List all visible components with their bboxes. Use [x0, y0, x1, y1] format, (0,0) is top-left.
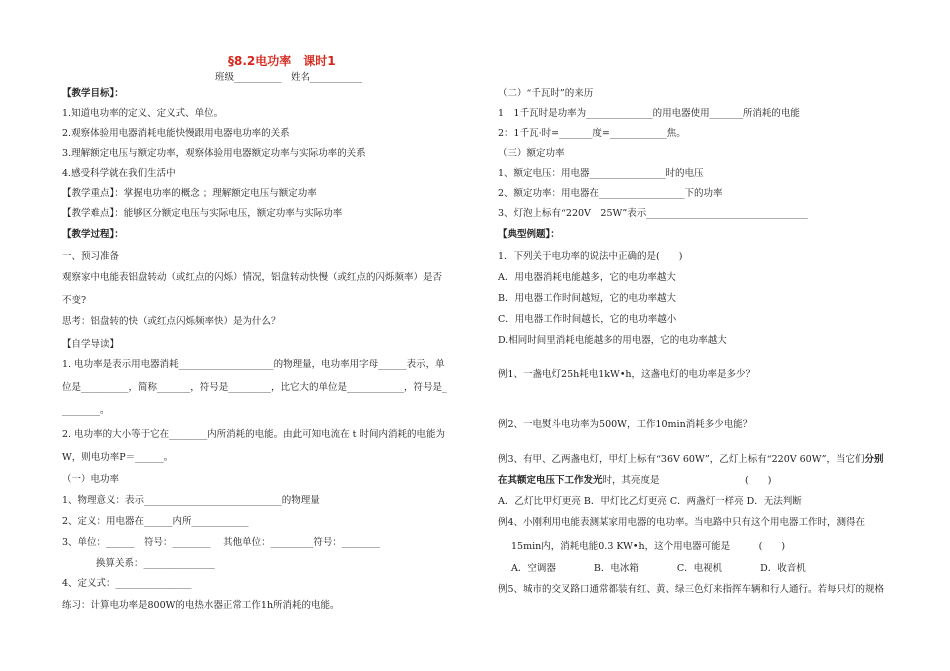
- example-1: 例1、一盏电灯25h耗电1kW•h，这盏电灯的电功率是多少？: [498, 369, 756, 380]
- example-3b: [498, 476, 771, 487]
- mc-question: 1．下列关于电功率的说法中正确的是( ): [498, 251, 683, 262]
- process-heading: 【教学过程】：: [62, 229, 124, 240]
- practice-line: 练习：计算电功率是800W的电热水器正常工作1h所消耗的电能。: [62, 600, 340, 611]
- conversion-line: 换算关系：_______________: [96, 558, 215, 569]
- option-a: A．用电器消耗电能越多，它的电功率越大: [498, 272, 676, 283]
- example-4a: 例4、小刚利用电能表测某家用电器的电功率。当电路中只有这个用电器工作时，测得在: [498, 517, 866, 528]
- rated-power: 2、额定功率：用电器在__________________下的功率: [498, 188, 723, 199]
- key-point: 【教学重点】：掌握电功率的概念 ；理解额定电压与额定功率: [62, 188, 317, 199]
- difficulty: 【教学难点】：能够区分额定电压与实际电压，额定功率与实际功率: [62, 208, 343, 219]
- prep-heading: 一、预习准备: [62, 251, 120, 262]
- observe-line-1: 观察家中电能表铝盘转动（或红点的闪烁）情况，铝盘转动快慢（或红点的闪烁频率）是否: [62, 272, 443, 283]
- kwh-line-1: 1 1千瓦时是功率为______________的用电器使用_______所消耗的电能: [498, 108, 800, 119]
- kwh-line-2: 2：1千瓦·时=_______度=____________焦。: [498, 128, 686, 139]
- rated-voltage: 1、额定电压：用电器________________时的电压: [498, 168, 704, 179]
- question-2b: W，则电功率P＝______。: [62, 452, 174, 463]
- example-3b-bold: 在其额定电压下工作发光: [498, 475, 603, 486]
- question-1b: 位是__________，简称_______，符号是_________，比它大的单位是____________，符号是_: [62, 382, 447, 393]
- example-4b: 15min内，消耗电能0.3 KW•h，这个用电器可能是 ( ): [511, 541, 786, 552]
- physical-meaning: 1、物理意义：表示_____________________________的物理量: [62, 495, 320, 506]
- examples-heading: 【典型例题】：: [498, 229, 560, 240]
- example-3a: [498, 455, 884, 466]
- objective-1: 1.知道电功率的定义、定义式、单位。: [62, 108, 224, 119]
- question-1c: ________。: [62, 405, 110, 416]
- think-line: 思考：铝盘转的快（或红点闪烁频率快）是为什么？: [62, 316, 281, 327]
- example-3-options: A．乙灯比甲灯更亮 B．甲灯比乙灯更亮 C．两盏灯一样亮 D．无法判断: [498, 496, 802, 507]
- objectives-heading: 【教学目标】：: [62, 88, 124, 99]
- option-b: B．用电器工作时间越短，它的电功率越大: [498, 293, 676, 304]
- section-kwh-heading: （二）“千瓦时”的来历: [498, 88, 594, 99]
- formula-line: 4、定义式：________________: [62, 578, 192, 589]
- example-4-options: A．空调器 B．电冰箱 C．电视机 D．收音机: [511, 563, 806, 574]
- section-power-heading: （一）电功率: [62, 474, 120, 485]
- example-5: 例5、城市的交叉路口通常都装有红、黄、绿三色灯来指挥车辆和行人通行。若每只灯的规格: [498, 584, 885, 595]
- example-3b-text: 时，其亮度是 ( ): [602, 475, 772, 486]
- example-2: 例2、一电熨斗电功率为500W，工作10min消耗多少电能？: [498, 419, 753, 430]
- unit-line: 3、单位：______ 符号：________ 其他单位：_________符号：________: [62, 537, 380, 548]
- self-study-heading: 【自学导读】: [62, 339, 120, 350]
- question-2a: 2. 电功率的大小等于它在________内所消耗的电能。由此可知电流在 t 时间内消耗的电能为: [62, 429, 445, 440]
- bulb-label: 3、灯泡上标有“220V 25W”表示__________________________________: [498, 208, 808, 219]
- objective-3: 3.理解额定电压与额定功率，观察体验用电器额定功率与实际功率的关系: [62, 148, 366, 159]
- objective-2: 2.观察体验用电器消耗电能快慢跟用电器电功率的关系: [62, 128, 290, 139]
- question-1a: 1. 电功率是表示用电器消耗____________________的物理量，电功率用字母______表示，单: [62, 359, 445, 370]
- example-3a-bold: 分别: [864, 454, 884, 465]
- definition: 2、定义：用电器在______内所____________: [62, 516, 249, 527]
- option-d: D.相同时间里消耗电能越多的用电器，它的电功率越大: [498, 335, 727, 346]
- class-name-line: 班级__________ 姓名___________: [215, 72, 363, 83]
- option-c: C．用电器工作时间越长，它的电功率越小: [498, 314, 677, 325]
- section-rated-heading: （三）额定功率: [498, 148, 565, 159]
- example-3a-text: 例3、有甲、乙两盏电灯，甲灯上标有“36V 60W”，乙灯上标有“220V 60W”，当它们: [498, 454, 865, 465]
- page-title: §8.2电功率 课时1: [228, 54, 336, 68]
- observe-line-2: 不变?: [62, 295, 87, 306]
- objective-4: 4.感受科学就在我们生活中: [62, 168, 176, 179]
